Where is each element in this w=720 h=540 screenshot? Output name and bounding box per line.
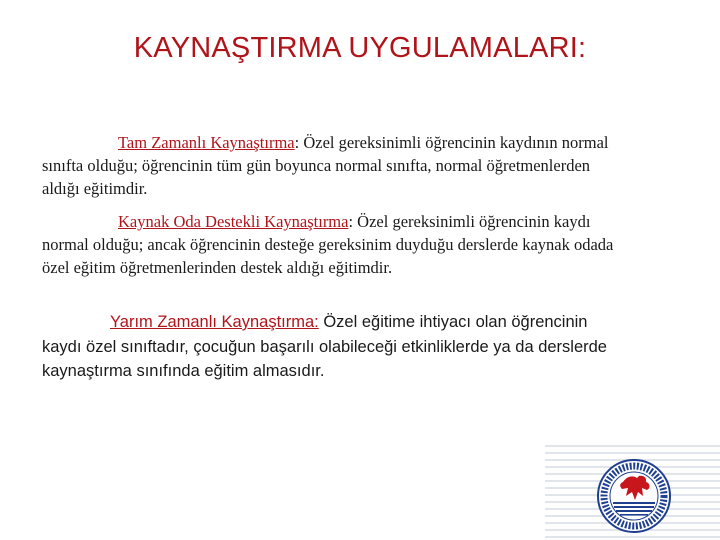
paragraph-full-time-inclusion: [42, 131, 622, 200]
term-part-time-inclusion: Yarım Zamanlı Kaynaştırma:: [110, 313, 319, 331]
slide-title: KAYNAŞTIRMA UYGULAMALARI:: [133, 32, 587, 64]
university-seal-icon: [596, 458, 672, 534]
definition-full-time-inclusion: : Özel gereksinimli öğrencinin kaydının normal sınıfta olduğu; öğrencinin tüm gün boyunca normal sınıfta, normal öğretmenlerden aldığı eğitimdir.: [42, 133, 609, 198]
paragraph-part-time-inclusion: [42, 310, 627, 384]
paragraph-resource-room-inclusion: [42, 210, 622, 279]
term-resource-room-inclusion: Kaynak Oda Destekli Kaynaştırma: [118, 212, 349, 231]
term-full-time-inclusion: Tam Zamanlı Kaynaştırma: [118, 133, 295, 152]
definition-resource-room-inclusion: : Özel gereksinimli öğrencinin kaydı normal olduğu; ancak öğrencinin desteğe gereksinim duyduğu derslerde kaynak odada özel eğitim öğretmenlerinden destek aldığı eğitimdir.: [42, 212, 614, 277]
definition-part-time-inclusion: Özel eğitime ihtiyacı olan öğrencinin kaydı özel sınıftadır, çocuğun başarılı olabileceği etkinliklerde ya da derslerde kaynaştırma sınıfında eğitim almasıdır.: [42, 313, 607, 380]
